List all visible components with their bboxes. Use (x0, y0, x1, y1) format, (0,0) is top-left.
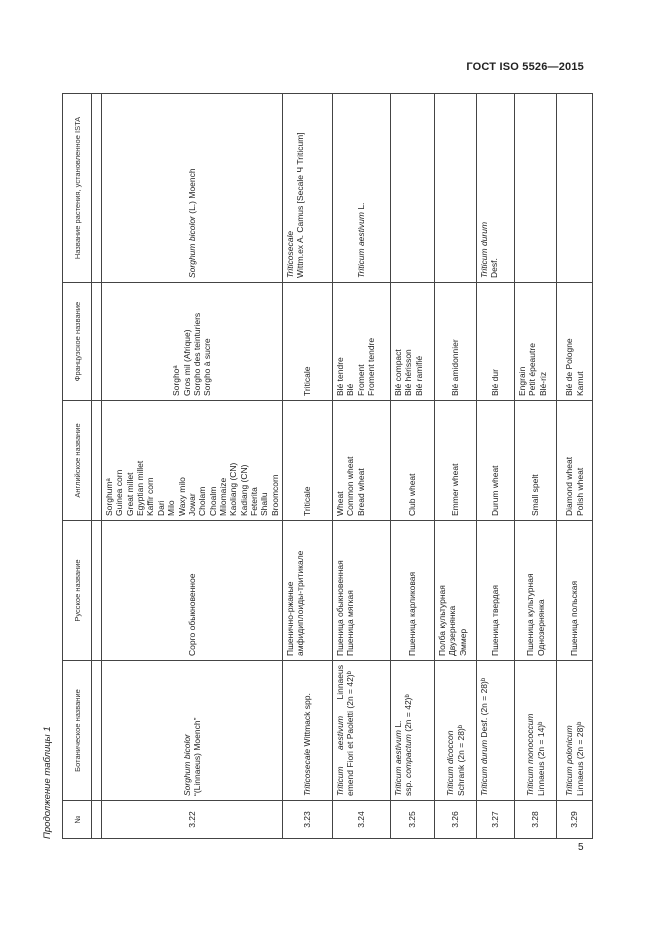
table-row (435, 94, 477, 839)
russian-cell: Пшеница обыкновенная Пшеница мягкая (333, 521, 391, 661)
spacer-row (92, 94, 102, 839)
table-row (283, 94, 333, 839)
ista-cell: Triticosecale Wittm.ex A. Camus [Secale Ч Triticum] (283, 94, 333, 283)
ista-cell: Sorghum bicolor (L.) Moench (102, 94, 283, 283)
botanical-cell: Triticum dicoccon Schrank (2n = 28)ᵇ (435, 661, 477, 801)
french-cell: Triticale (283, 283, 333, 401)
english-cell: Wheat Common wheat Bread wheat (333, 401, 391, 521)
row-num: 3.27 (477, 801, 515, 839)
table-row (557, 94, 593, 839)
row-num: 3.23 (283, 801, 333, 839)
russian-cell: Пшеница культурная Однозернянка (515, 521, 557, 661)
page-number: 5 (578, 842, 584, 853)
table-row (102, 94, 283, 839)
english-cell: Club wheat (391, 401, 435, 521)
row-num: 3.28 (515, 801, 557, 839)
russian-cell: Пшеница твердая (477, 521, 515, 661)
ista-cell: Triticum durum Desf. (477, 94, 515, 283)
english-cell: Durum wheat (477, 401, 515, 521)
russian-cell: Пшеница польская (557, 521, 593, 661)
table-row (477, 94, 515, 839)
table-row (391, 94, 435, 839)
french-cell: Blé de Pologne Kamut (557, 283, 593, 401)
botanical-cell: Triticosecale Wittmack spp. (283, 661, 333, 801)
english-cell: Small spelt (515, 401, 557, 521)
english-cell: Diamond wheat Polish wheat (557, 401, 593, 521)
french-cell: Sorghoᵃ Gros mil (Afrique) Sorgho des teinturiers Sorgho à sucre (102, 283, 283, 401)
table-row (515, 94, 557, 839)
row-num: 3.26 (435, 801, 477, 839)
russian-cell: Пшенично-ржаные амфидиплоиды-тритикале (283, 521, 333, 661)
ista-cell: Triticum aestivum L. (333, 94, 391, 283)
botanical-cell: Triticum aestivum L. ssp. compactum (2n = 42)ᵇ (391, 661, 435, 801)
ista-cell (435, 94, 477, 283)
col-french: Французское название (63, 283, 92, 401)
botanical-cell: Triticum polonicum Linnaeus (2n = 28)ᵇ (557, 661, 593, 801)
botanical-cell: Triticum aestivum Linnaeus emend Fiori et Paoletti (2n = 42)ᵇ (333, 661, 391, 801)
table-row (333, 94, 391, 839)
botanical-cell: Sorghum bicolor “(Linnaeus) Moench” (102, 661, 283, 801)
russian-cell: Пшеница карликовая (391, 521, 435, 661)
french-cell: Engrain Petit épeautre Blé-riz (515, 283, 557, 401)
rotated-table (42, 94, 585, 839)
table-caption: Продолжение таблицы 1 (42, 726, 53, 839)
ista-cell (391, 94, 435, 283)
french-cell: Blé dur (477, 283, 515, 401)
english-cell: Triticale (283, 401, 333, 521)
col-num: № (63, 801, 92, 839)
ista-cell (515, 94, 557, 283)
russian-cell: Полба культурная Двузернянка Эммер (435, 521, 477, 661)
row-num: 3.25 (391, 801, 435, 839)
row-num: 3.24 (333, 801, 391, 839)
col-ista: Название растения, установленное ISTA (63, 94, 92, 283)
english-cell: Sorghumᵃ Guinea corn Great millet Egyptian millet Kaffir corn Dari Milo Waxy milo Jowar Cholam Choalm Milomaize Kaoliang (CN) Kadiang (CN) Feterita Shallu Broomcorn (102, 401, 283, 521)
ista-cell (557, 94, 593, 283)
col-russian: Русское название (63, 521, 92, 661)
russian-cell: Сорго обыкновенное (102, 521, 283, 661)
header-row (63, 94, 92, 839)
table-area (42, 94, 585, 839)
row-num: 3.29 (557, 801, 593, 839)
french-cell: Blé amidonnier (435, 283, 477, 401)
botanical-cell: Triticum durum Desf. (2n = 28)ᵇ (477, 661, 515, 801)
botanical-cell: Triticum monococcum Linnaeus (2n = 14)ᵇ (515, 661, 557, 801)
species-table (62, 93, 593, 839)
french-cell: Blé compact Blé hérisson Blé ramifié (391, 283, 435, 401)
col-botanical: Ботаническое название (63, 661, 92, 801)
french-cell: Blé tendre Blé Froment Froment tendre (333, 283, 391, 401)
standard-header: ГОСТ ISO 5526—2015 (466, 61, 584, 73)
english-cell: Emmer wheat (435, 401, 477, 521)
col-english: Английское название (63, 401, 92, 521)
row-num: 3.22 (102, 801, 283, 839)
